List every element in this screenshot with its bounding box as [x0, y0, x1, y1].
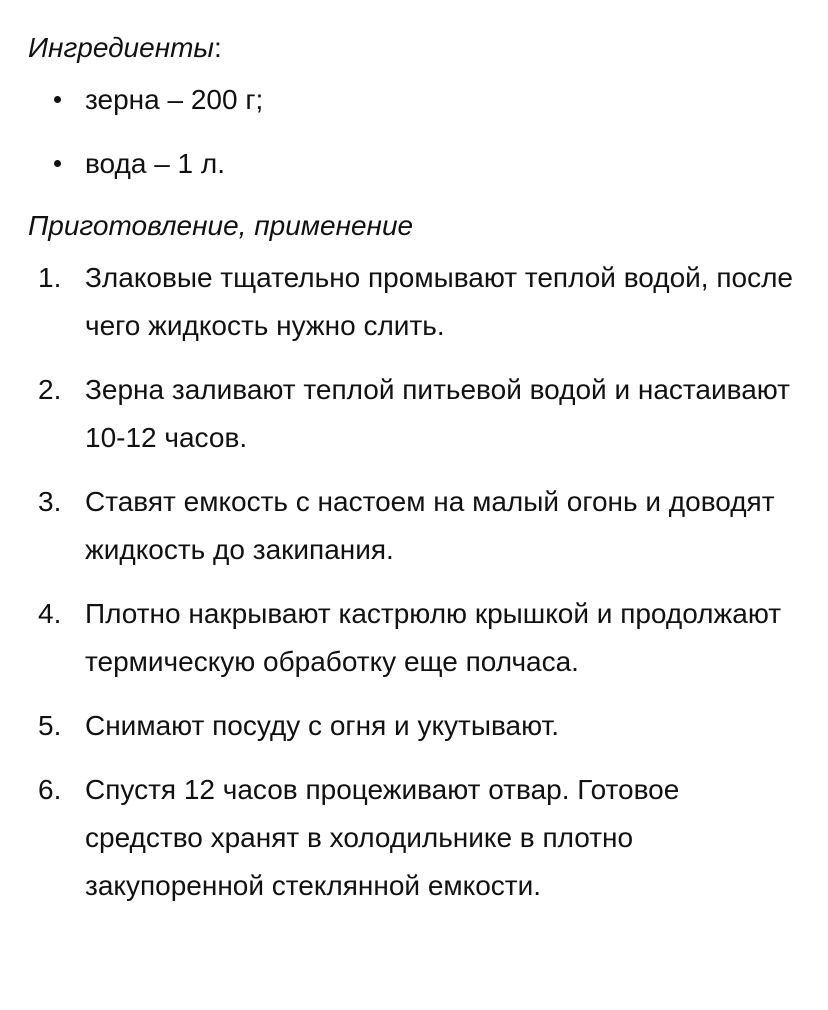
- preparation-heading: Приготовление, применение: [28, 210, 414, 241]
- step-number: 5.: [38, 710, 62, 741]
- step-number: 1.: [38, 262, 62, 293]
- step-text: Ставят емкость с настоем на малый огонь и доводят жидкость до закипания.: [85, 486, 775, 565]
- step-number: 2.: [38, 374, 62, 405]
- step-number: 3.: [38, 486, 62, 517]
- bullet-icon: [54, 96, 61, 103]
- step-text: Снимают посуду с огня и укутывают.: [85, 710, 559, 741]
- ingredient-text: зерна – 200 г;: [85, 84, 264, 115]
- step-text: Зерна заливают теплой питьевой водой и настаивают 10-12 часов.: [85, 374, 790, 453]
- ingredients-list: [28, 76, 798, 188]
- step-item: [28, 366, 798, 462]
- ingredients-heading: [28, 28, 798, 68]
- ingredient-text: вода – 1 л.: [85, 148, 226, 179]
- step-number: 4.: [38, 598, 62, 629]
- step-item: [28, 702, 798, 750]
- step-text: Плотно накрывают кастрюлю крышкой и продолжают термическую обработку еще полчаса.: [85, 598, 782, 677]
- step-item: [28, 478, 798, 574]
- step-text: Спустя 12 часов процеживают отвар. Готовое средство хранят в холодильнике в плотно закупоренной стеклянной емкости.: [85, 774, 680, 901]
- list-item: [28, 76, 798, 124]
- step-text: Злаковые тщательно промывают теплой водой, после чего жидкость нужно слить.: [85, 262, 793, 341]
- step-item: [28, 766, 798, 910]
- ingredients-heading-colon: :: [214, 32, 222, 63]
- step-number: 6.: [38, 774, 62, 805]
- bullet-icon: [54, 160, 61, 167]
- preparation-steps: [28, 254, 798, 910]
- step-item: [28, 590, 798, 686]
- list-item: [28, 140, 798, 188]
- step-item: [28, 254, 798, 350]
- ingredients-heading-text: Ингредиенты: [28, 32, 215, 63]
